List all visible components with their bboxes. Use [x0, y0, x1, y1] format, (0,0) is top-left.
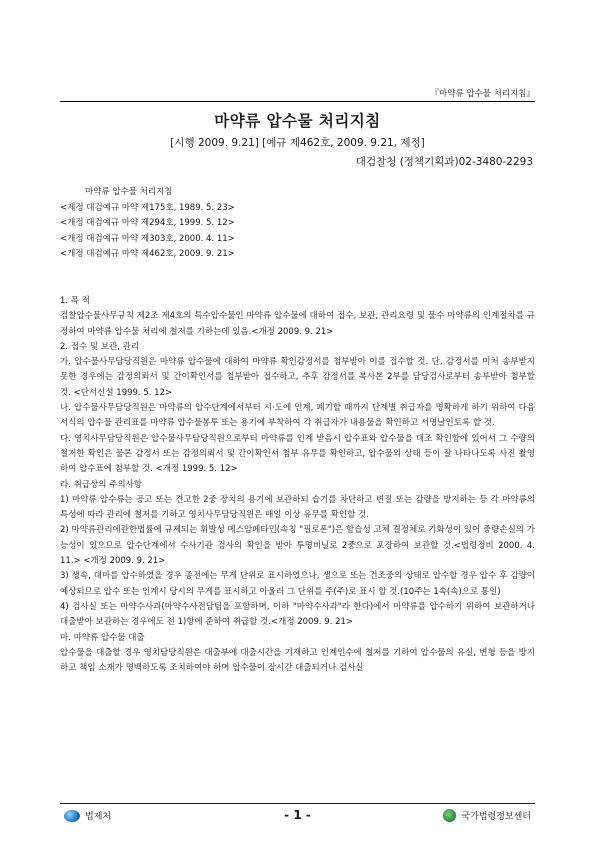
body-paragraph: 나. 압수물사무담당직원은 마약류의 압수단계에서부터 시·도에 인계, 폐기할 때까지 단계별 취급자를 명확하게 하기 위하여 다음 서식의 압수물 관리표를 마약류 압수물봉투 또는 용기에 부착하여 각 취급자가 내용물을 확인하고 서명날인토록 할 것. — [60, 403, 535, 429]
header-document-tag: 『마약류 압수물 처리지침』 — [430, 89, 535, 99]
history-line: <개정 대검예규 마약 제294호, 1999. 5. 12> — [60, 218, 235, 228]
body-paragraph: 가. 압수물사무담당직원은 마약류 압수물에 대하여 마약류 확인감정서를 첨부받아 이를 접수할 것. 단, 감정서를 미처 송부받지 못한 경우에는 감정의뢰서 및 간이확인서를 첨부받아 접수하고, 추후 감정서를 복사본 2부를 담당검사로부터 송부받아 첨부할 것. <단서신설 1999. 5. 12> — [60, 357, 535, 398]
document-body — [60, 294, 535, 676]
footer-right-logo — [443, 809, 531, 822]
history-line: <개정 대검예규 마약 제462호, 2009. 9. 21> — [60, 249, 235, 259]
section-heading: 2. 접수 및 보관, 관리 — [60, 341, 140, 352]
body-paragraph: 압수물을 대출할 경우 영치담당직원은 대출부에 대출시간을 기재하고 인계인수에 철저를 기하여 압수물의 유실, 변형 등을 방지하고 책임 소재가 명백하도록 조치하여야 하며 압수물이 장시간 대출되거나 검사실 — [60, 647, 535, 674]
body-paragraph: 다. 영치사무담당직원은 압수물사무담당직원으로부터 마약류를 인계 받음시 압수표와 압수물을 대조 확인함에 있어서 그 수량의 철저한 확인은 물론 감정서 또는 감정의뢰서 및 간이확인서 첨부 유무를 확인하고, 압수물의 상태 등이 잘 나타나도록 사진 촬영하여 압수표에 첨부할 것. <개정 1999. 5. 12> — [60, 433, 535, 475]
subsection-heading: 마. 마약류 압수물 대출 — [60, 632, 145, 643]
footer-right-label: 국가법령정보센터 — [461, 812, 531, 822]
header-divider — [60, 101, 535, 102]
document-title: 마약류 압수물 처리지침 — [214, 112, 381, 130]
body-paragraph: 검찰압수물사무규칙 제2조 제4호의 특수압수물인 마약류 압수물에 대하여 접수, 보관, 관리요령 및 물수 마약류의 인계절차를 규정하여 마약류 압수물 처리에 철저를 기하는데 있음.<개정 2009. 9. 21> — [60, 311, 535, 337]
body-paragraph: 3) 생속, 대마를 압수하였을 경우 종전에는 무게 단위로 표시하였으나, 생으로 또는 건조중의 상태로 압수할 경우 압수 후 감량이 예상되므로 압수 또는 인계시 당시의 무게를 표시하고 아울러 그 단위를 주(주)로 표시 할 것.(10주는 1속(속)으로 통일) — [60, 571, 535, 597]
footer-left-label: 법제처 — [85, 812, 112, 822]
section-heading: 1. 목 적 — [60, 296, 90, 306]
enforcement-info: [시행 2009. 9.21] [예규 제462호, 2009. 9.21, 제정] — [170, 137, 425, 149]
revision-history — [60, 185, 235, 263]
law-center-logo-icon — [443, 809, 456, 822]
body-paragraph: 1) 마약류 압수류는 공고 또는 견고한 2중 장치의 용기에 보관하되 습기를 차단하고 변질 또는 감량을 방지하는 등 각 마약류의 특성에 따라 관리에 철저를 기하고 영치사무담당직원은 매일 이상 유무를 확인할 것. — [60, 494, 535, 521]
page-number: - 1 - — [284, 808, 311, 822]
body-paragraph: 2) 마약류관리에관한법률에 규제되는 휘발성 메스암페타민(속칭 "필로폰")은 함습성 고체 결정체로 기화성이 있어 중량손실의 가능성이 있으므로 압수단계에서 수사기관 검사의 확인을 받아 투명비닐로 2중으로 포장하여 보관할 것.<법령정비 2000. 4. 11.> <개정 2009. 9. 21> — [60, 525, 535, 567]
issuing-office: 대검찰청 (정책기획과)02-3480-2293 — [355, 156, 533, 168]
page-footer — [60, 803, 535, 829]
subsection-heading: 라. 취급상의 주의사항 — [60, 479, 143, 490]
history-title: 마약류 압수물 처리지침 — [85, 187, 173, 197]
footer-divider — [60, 803, 535, 804]
history-line: <제정 대검예규 마약 제175호, 1989. 5. 23> — [60, 202, 235, 213]
body-paragraph: 4) 검사실 또는 마약수사과(마약수사전담팀을 포함하며, 이하 "마약수사과"라 한다)에서 마약류를 압수하기 위하여 보관하거나 대출받아 보관하는 경우에도 전 1)항에 준하여 취급할 것.<개정 2009. 9. 21> — [60, 601, 535, 628]
history-line: <개정 대검예규 마약 제303호, 2000. 4. 11> — [60, 233, 235, 244]
